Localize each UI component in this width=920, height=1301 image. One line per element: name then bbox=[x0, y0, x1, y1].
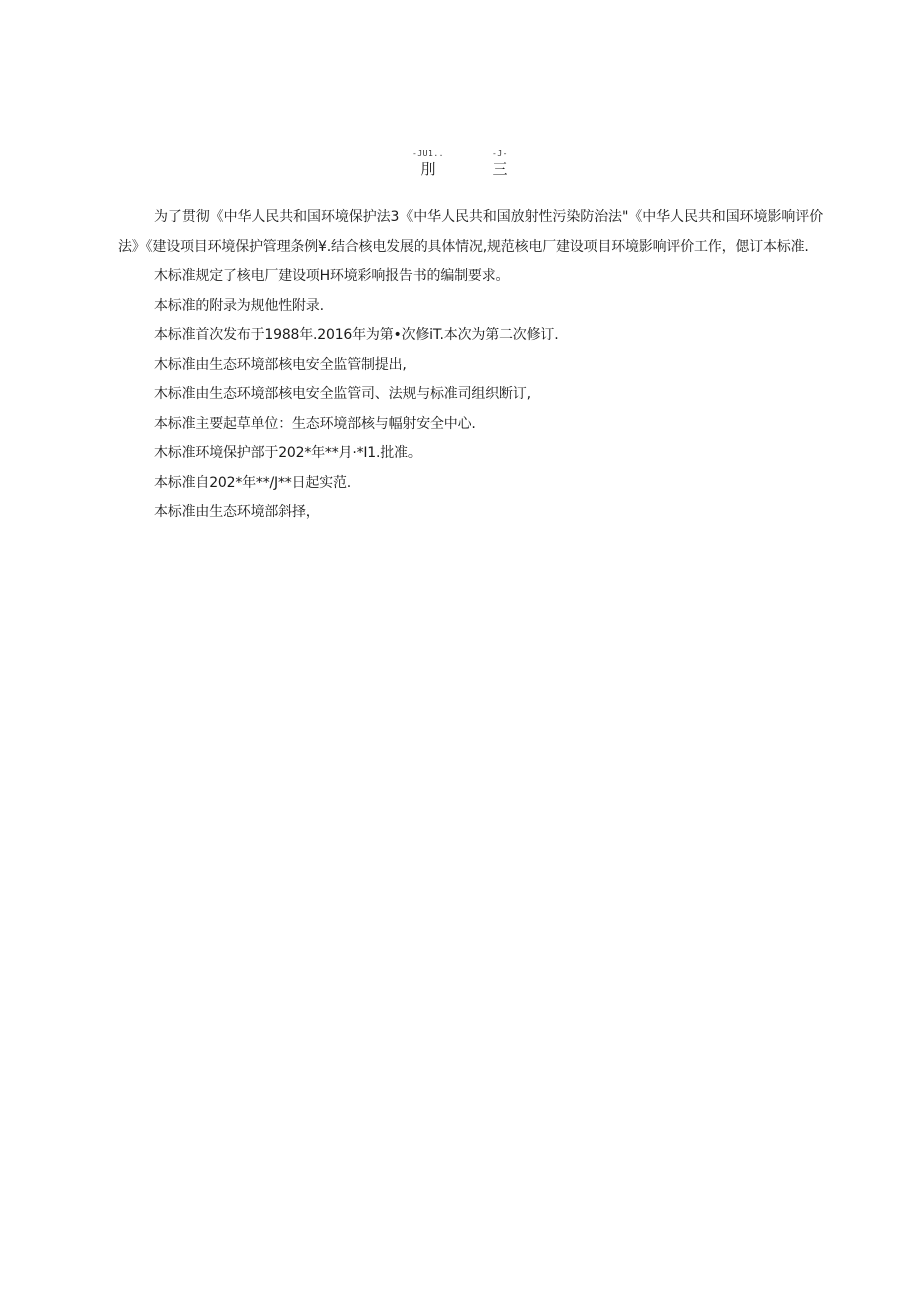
heading-right-char: 三 bbox=[492, 160, 508, 178]
paragraph-purpose: 为了贯彻《中华人民共和国环境保护法3《中华人民共和国放射性污染防治法"《中华人民共和国环境影响评价法》《建设项目环境保护管理条例¥.结合核电发展的具体情况,规范核电厂建设项目环境影响评价工作，偲订本标准. bbox=[118, 209, 823, 255]
paragraph-drafting-unit: 本标准主要起草单位：生态环境部核与幅射安全中心. bbox=[154, 415, 476, 432]
paragraph-effective-date: 本标准自202*年**/J**日起实范. bbox=[154, 474, 352, 491]
paragraph-scope: 木标准规定了核电厂建设项H环境彩响报告书的编制要求。 bbox=[154, 268, 510, 284]
heading-left-char: 刖 bbox=[420, 160, 436, 178]
heading-right bbox=[470, 148, 530, 178]
paragraph-approval: 木标准环境保护部于202*年**月·*I1.批准。 bbox=[154, 445, 422, 461]
section-heading bbox=[0, 148, 920, 188]
paragraph-proposer: 木标准由生态环境部核电安全监管制提出, bbox=[154, 356, 407, 373]
paragraph-interpretation: 本标准由生态环境部斜择， bbox=[154, 504, 320, 520]
heading-right-small-text: -J- bbox=[492, 149, 508, 158]
heading-left-small-text: -JU1.. bbox=[412, 149, 444, 158]
paragraph-history: 本标准首次发布于1988年.2016年为第•次修iT.本次为第二次修订. bbox=[154, 327, 559, 343]
heading-left bbox=[398, 148, 458, 178]
body-text bbox=[118, 203, 823, 528]
paragraph-appendix: 本标准的附录为规他性附录. bbox=[154, 297, 324, 314]
paragraph-organizer: 木标准由生态环境部核电安全监管司、法规与标准司组织断订, bbox=[154, 386, 531, 402]
